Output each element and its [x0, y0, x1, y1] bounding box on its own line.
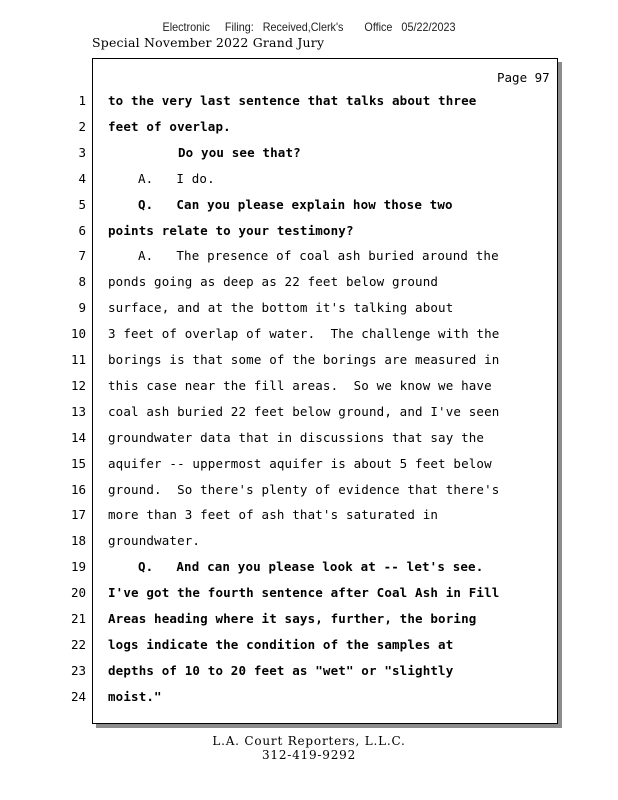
line-number: 15	[70, 455, 86, 471]
line-number: 1	[78, 93, 86, 108]
transcript-line: A. The presence of coal ash buried around the	[138, 248, 499, 264]
footer-phone: 312-419-9292	[261, 748, 357, 762]
line-number: 4	[78, 170, 86, 186]
transcript-line: I've got the fourth sentence after Coal Ash in Fill	[108, 585, 500, 601]
line-number: 18	[70, 533, 86, 549]
line-number: 12	[70, 377, 86, 393]
line-number: 6	[78, 222, 86, 238]
line-number: 24	[70, 688, 86, 704]
line-number: 9	[78, 300, 86, 316]
page-number: Page 97	[497, 70, 550, 85]
transcript-line: moist."	[108, 688, 162, 704]
transcript-line: feet of overlap.	[108, 118, 231, 134]
transcript-line: groundwater data that in discussions that say the	[108, 429, 485, 445]
line-number: 5	[78, 196, 86, 212]
line-number: 13	[70, 403, 86, 419]
transcript-line: borings is that some of the borings are measured in	[108, 352, 500, 367]
transcript-line: ponds going as deep as 22 feet below ground	[108, 274, 439, 290]
line-number: 23	[70, 662, 86, 678]
transcript-line: coal ash buried 22 feet below ground, and I've seen	[108, 403, 500, 419]
transcript-line: groundwater.	[108, 533, 201, 549]
line-number: 7	[78, 248, 86, 264]
transcript-line: Do you see that?	[178, 144, 301, 160]
line-number: 10	[70, 326, 86, 342]
transcript-line: Q. And can you please look at -- let's see.	[138, 559, 484, 575]
line-number: 19	[70, 559, 86, 575]
line-number: 20	[70, 585, 86, 601]
transcript-line: surface, and at the bottom it's talking about	[108, 300, 454, 316]
line-number: 11	[70, 352, 86, 367]
line-number: 14	[70, 429, 86, 445]
transcript-line: ground. So there's plenty of evidence that there's	[108, 481, 500, 497]
transcript-line: to the very last sentence that talks about three	[108, 93, 477, 108]
transcript-line: Q. Can you please explain how those two	[138, 196, 453, 212]
line-number: 8	[78, 274, 86, 290]
transcript-line: this case near the fill areas. So we know we have	[108, 377, 492, 393]
transcript-line: depths of 10 to 20 feet as "wet" or "slightly	[108, 662, 454, 678]
transcript-line: points relate to your testimony?	[108, 222, 354, 238]
line-number: 21	[70, 611, 86, 626]
transcript-line: aquifer -- uppermost aquifer is about 5 feet below	[108, 455, 492, 471]
transcript-line: logs indicate the condition of the samples at	[108, 636, 454, 652]
line-number: 3	[78, 144, 86, 160]
line-number: 17	[70, 507, 86, 523]
line-number: 2	[78, 118, 86, 134]
grand-jury-title: Special November 2022 Grand Jury	[92, 35, 325, 50]
transcript-line: more than 3 feet of ash that's saturated in	[108, 507, 439, 523]
transcript-line: 3 feet of overlap of water. The challenge with the	[108, 326, 500, 342]
transcript-line: Areas heading where it says, further, the boring	[108, 611, 477, 626]
filing-stamp: Electronic Filing: Received,Clerk's Office 05/22/2023	[162, 20, 456, 34]
line-number: 22	[70, 636, 86, 652]
transcript-line: A. I do.	[138, 170, 215, 186]
footer-company: L.A. Court Reporters, L.L.C.	[212, 734, 406, 748]
line-number: 16	[70, 481, 86, 497]
